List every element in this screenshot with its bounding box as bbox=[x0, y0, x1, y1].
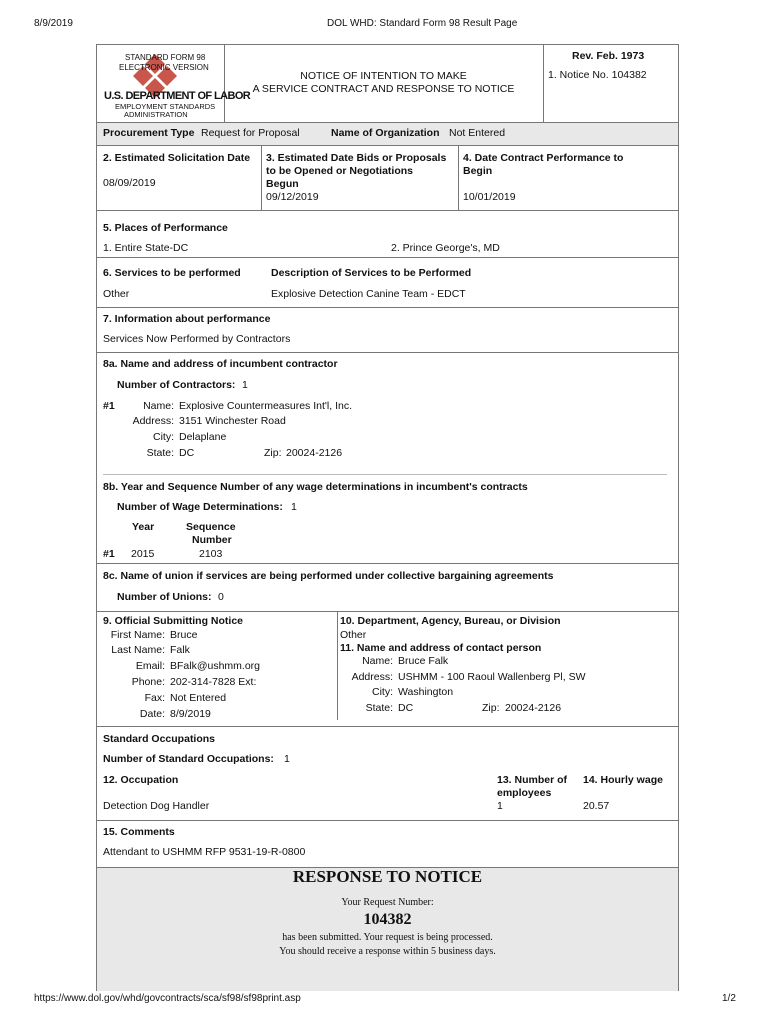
contact-name: Bruce Falk bbox=[398, 655, 449, 667]
notice-number: 1. Notice No. 104382 bbox=[548, 69, 647, 81]
contractor-state-label: State: bbox=[146, 447, 174, 459]
employees-value: 1 bbox=[497, 800, 503, 812]
official-label: 9. Official Submitting Notice bbox=[103, 615, 244, 627]
official-date-label: Date: bbox=[139, 708, 165, 720]
logo-dept: U.S. DEPARTMENT OF LABOR bbox=[104, 90, 251, 102]
organization-value: Not Entered bbox=[449, 127, 506, 139]
contractor-city: Delaplane bbox=[179, 431, 227, 443]
organization-label: Name of Organization bbox=[331, 127, 440, 139]
performance-label-1: 4. Date Contract Performance to bbox=[463, 152, 624, 164]
logo-sub2: ADMINISTRATION bbox=[124, 110, 188, 119]
place-1: 1. Entire State-DC bbox=[103, 242, 189, 254]
official-fax: Not Entered bbox=[170, 692, 227, 704]
occupations-label: Standard Occupations bbox=[103, 733, 216, 745]
place-2: 2. Prince George's, MD bbox=[391, 242, 500, 254]
print-url: https://www.dol.gov/whd/govcontracts/sca/sf98/sf98print.asp bbox=[34, 993, 301, 1004]
info-value: Services Now Performed by Contractors bbox=[103, 333, 291, 345]
logo-sub1: EMPLOYMENT STANDARDS bbox=[115, 102, 216, 111]
department-value: Other bbox=[340, 629, 367, 641]
employees-col-label-1: 13. Number of bbox=[497, 774, 568, 786]
union-count: 0 bbox=[218, 591, 224, 603]
print-page-number: 1/2 bbox=[722, 993, 736, 1004]
solicitation-date-label: 2. Estimated Solicitation Date bbox=[103, 152, 251, 164]
procurement-type-label: Procurement Type bbox=[103, 127, 195, 139]
occupations-count-label: Number of Standard Occupations: bbox=[103, 753, 274, 765]
contact-city: Washington bbox=[398, 686, 454, 698]
hourly-wage-value: 20.57 bbox=[583, 800, 610, 812]
form-title-2: A SERVICE CONTRACT AND RESPONSE TO NOTICE bbox=[252, 83, 515, 95]
services-desc-value: Explosive Detection Canine Team - EDCT bbox=[271, 288, 466, 300]
contact-zip: 20024-2126 bbox=[505, 702, 562, 714]
response-request-number: 104382 bbox=[363, 911, 412, 928]
official-first-label: First Name: bbox=[110, 629, 165, 641]
contact-name-label: Name: bbox=[362, 655, 393, 667]
wage-seq: 2103 bbox=[199, 548, 223, 560]
contact-state: DC bbox=[398, 702, 414, 714]
performance-label-2: Begin bbox=[463, 165, 493, 177]
standard-form-98 bbox=[96, 44, 679, 991]
contractor-zip: 20024-2126 bbox=[286, 447, 343, 459]
wage-col-label: 14. Hourly wage bbox=[583, 774, 663, 786]
wage-label: 8b. Year and Sequence Number of any wage determinations in incumbent's contracts bbox=[103, 481, 528, 493]
occupations-count: 1 bbox=[284, 753, 290, 765]
official-phone: 202-314-7828 Ext: bbox=[170, 676, 257, 688]
places-label: 5. Places of Performance bbox=[103, 222, 228, 234]
contractor-address: 3151 Winchester Road bbox=[179, 415, 286, 427]
bids-label-3: Begun bbox=[266, 178, 299, 190]
services-label: 6. Services to be performed bbox=[103, 267, 241, 279]
wage-number: #1 bbox=[103, 548, 115, 560]
official-phone-label: Phone: bbox=[131, 676, 165, 688]
wage-count-label: Number of Wage Determinations: bbox=[117, 501, 283, 513]
contractors-count-label: Number of Contractors: bbox=[117, 379, 236, 391]
procurement-type-value: Request for Proposal bbox=[201, 127, 300, 139]
contact-address: USHMM - 100 Raoul Wallenberg Pl, SW bbox=[398, 671, 586, 683]
contractors-count: 1 bbox=[242, 379, 248, 391]
official-email: BFalk@ushmm.org bbox=[170, 660, 261, 672]
print-title: DOL WHD: Standard Form 98 Result Page bbox=[327, 18, 518, 29]
performance-date-value: 10/01/2019 bbox=[463, 191, 516, 203]
official-last-label: Last Name: bbox=[111, 644, 165, 656]
contact-state-label: State: bbox=[365, 702, 393, 714]
contractor-city-label: City: bbox=[153, 431, 174, 443]
logo-line2: ELECTRONIC VERSION bbox=[119, 63, 209, 72]
wage-seq-label-1: Sequence bbox=[186, 521, 236, 533]
incumbent-label: 8a. Name and address of incumbent contractor bbox=[103, 358, 338, 370]
official-last: Falk bbox=[170, 644, 190, 656]
official-first: Bruce bbox=[170, 629, 198, 641]
print-date: 8/9/2019 bbox=[34, 18, 73, 29]
services-value: Other bbox=[103, 288, 130, 300]
comments-value: Attendant to USHMM RFP 9531-19-R-0800 bbox=[103, 846, 306, 858]
wage-seq-label-2: Number bbox=[192, 534, 232, 546]
contractor-number: #1 bbox=[103, 400, 115, 412]
response-request-label: Your Request Number: bbox=[341, 897, 434, 908]
info-label: 7. Information about performance bbox=[103, 313, 271, 325]
official-fax-label: Fax: bbox=[144, 692, 165, 704]
official-date: 8/9/2019 bbox=[170, 708, 211, 720]
logo-line1: STANDARD FORM 98 bbox=[125, 53, 206, 62]
employees-col-label-2: employees bbox=[497, 787, 552, 799]
contractor-state: DC bbox=[179, 447, 195, 459]
contractor-name: Explosive Countermeasures Int'l, Inc. bbox=[179, 400, 352, 412]
contact-city-label: City: bbox=[372, 686, 393, 698]
occupation-col-label: 12. Occupation bbox=[103, 774, 179, 786]
contractor-zip-label: Zip: bbox=[264, 447, 282, 459]
rev-date: Rev. Feb. 1973 bbox=[572, 50, 645, 62]
solicitation-date-value: 08/09/2019 bbox=[103, 177, 156, 189]
comments-label: 15. Comments bbox=[103, 826, 175, 838]
contact-address-label: Address: bbox=[351, 671, 393, 683]
dol-logo bbox=[103, 48, 251, 120]
response-title: RESPONSE TO NOTICE bbox=[292, 867, 483, 886]
union-count-label: Number of Unions: bbox=[117, 591, 212, 603]
response-line-1: has been submitted. Your request is being processed. bbox=[282, 932, 493, 943]
form-title-1: NOTICE OF INTENTION TO MAKE bbox=[300, 70, 467, 82]
response-line-2: You should receive a response within 5 business days. bbox=[279, 946, 496, 957]
wage-divider bbox=[103, 474, 667, 475]
contact-zip-label: Zip: bbox=[482, 702, 500, 714]
wage-year: 2015 bbox=[131, 548, 155, 560]
wage-count: 1 bbox=[291, 501, 297, 513]
wage-year-label: Year bbox=[132, 521, 155, 533]
occupation-value: Detection Dog Handler bbox=[103, 800, 210, 812]
contractor-address-label: Address: bbox=[132, 415, 174, 427]
official-email-label: Email: bbox=[135, 660, 165, 672]
bids-date-value: 09/12/2019 bbox=[266, 191, 319, 203]
contact-label: 11. Name and address of contact person bbox=[340, 642, 542, 654]
bids-label-1: 3. Estimated Date Bids or Proposals bbox=[266, 152, 447, 164]
services-desc-label: Description of Services to be Performed bbox=[271, 267, 472, 279]
contractor-name-label: Name: bbox=[143, 400, 174, 412]
department-label: 10. Department, Agency, Bureau, or Division bbox=[340, 615, 561, 627]
bids-label-2: to be Opened or Negotiations bbox=[266, 165, 414, 177]
union-label: 8c. Name of union if services are being performed under collective bargaining agreements bbox=[103, 570, 554, 582]
